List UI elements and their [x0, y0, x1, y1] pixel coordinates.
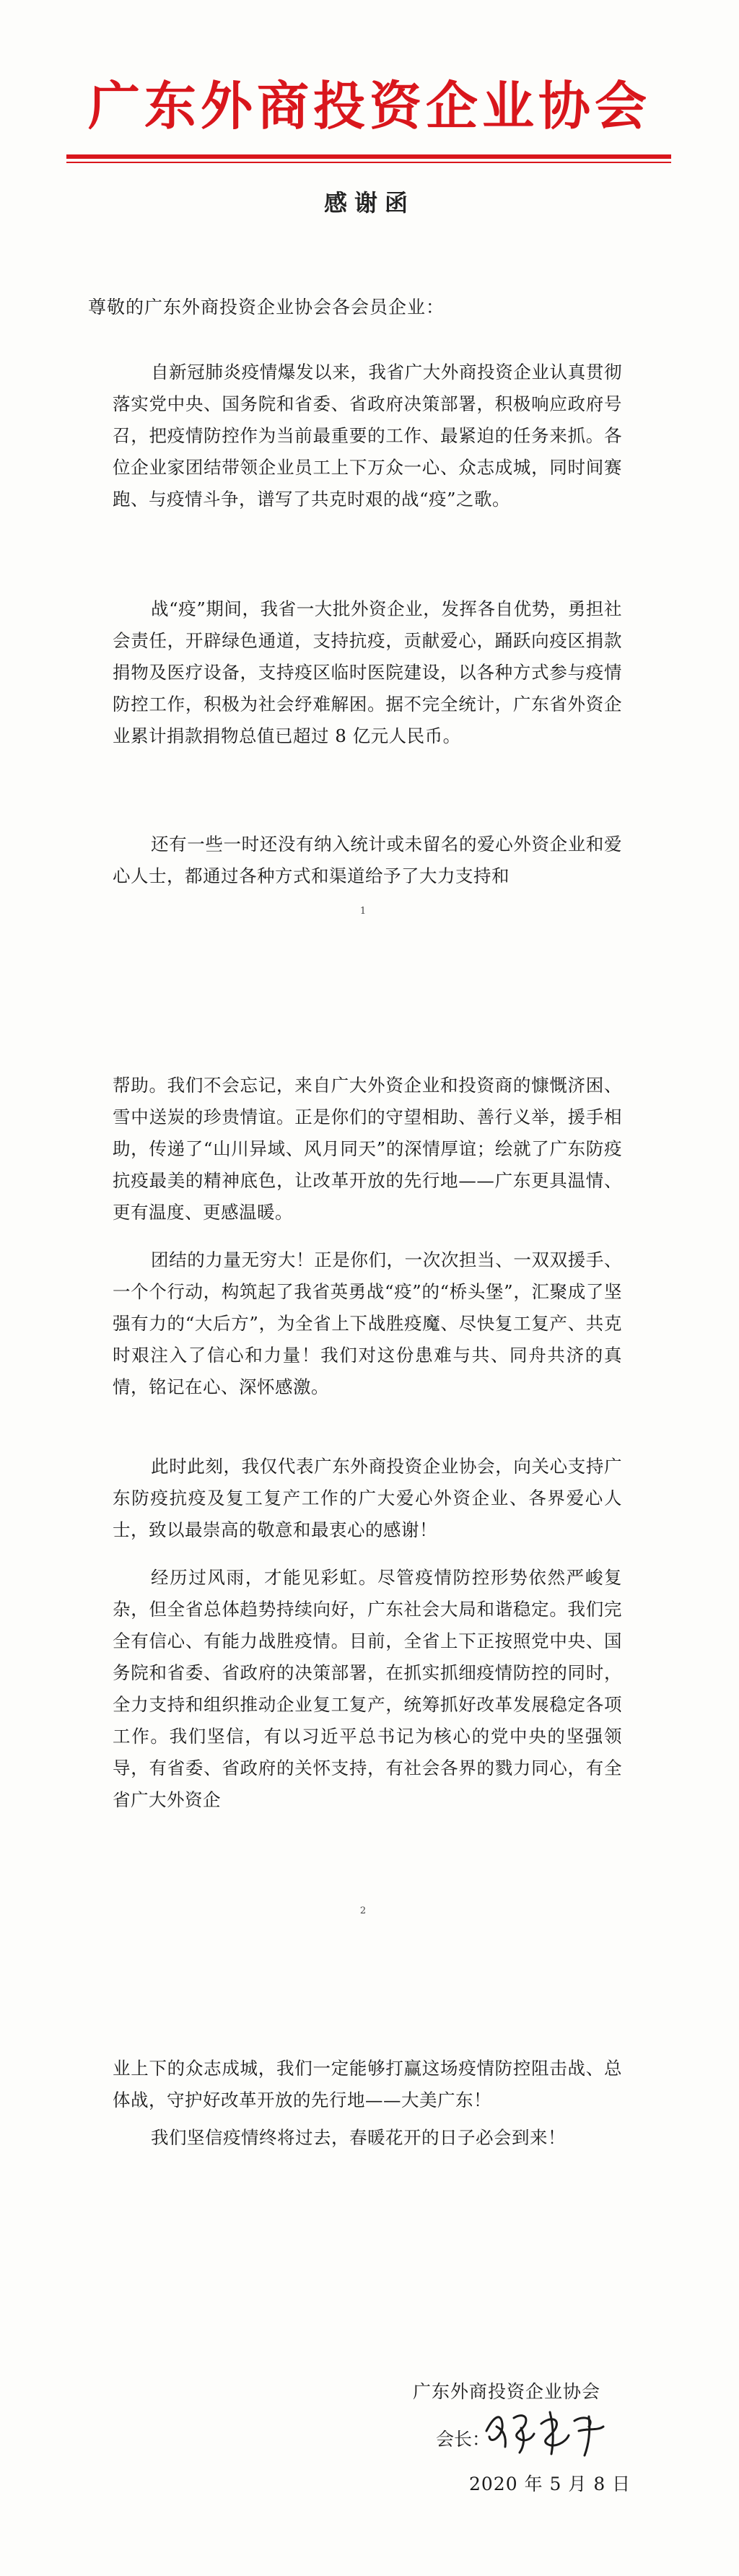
document-title: 感谢函 [323, 189, 415, 217]
signature-role: 会长： [436, 2429, 491, 2450]
letterhead-rule-thick [66, 154, 671, 159]
paragraph-5: 团结的力量无穷大！正是你们，一次次担当、一双双援手、一个个行动，构筑起了我省英勇战“疫”的“桥头堡”，汇聚成了坚强有力的“大后方”，为全省上下战胜疫魔、尽快复工复产、共克时艰注入了信心和力量！我们对这份患难与共、同舟共济的真情，铭记在心、深怀感激。 [113, 1249, 622, 1397]
paragraph-6: 此时此刻，我仅代表广东外商投资企业协会，向关心支持广东防疫抗疫及复工复产工作的广大爱心外资企业、各界爱心人士，致以最崇高的敬意和最衷心的感谢！ [113, 1456, 622, 1540]
page-number-1: 1 [359, 906, 367, 917]
paragraph-4: 帮助。我们不会忘记，来自广大外资企业和投资商的慷慨济困、雪中送炭的珍贵情谊。正是你们的守望相助、善行义举，援手相助，传递了“山川异域、风月同天”的深情厚谊；绘就了广东防疫抗疫最美的精神底色，让改革开放的先行地——广东更具温情、更有温度、更感温暖。 [113, 1075, 622, 1223]
handwritten-signature [481, 2402, 611, 2458]
signature-date: 2020 年 5 月 8 日 [469, 2474, 631, 2494]
signature-organization: 广东外商投资企业协会 [413, 2381, 601, 2402]
paragraph-1: 自新冠肺炎疫情爆发以来，我省广大外商投资企业认真贯彻落实党中央、国务院和省委、省政府决策部署，积极响应政府号召，把疫情防控作为当前最重要的工作、最紧迫的任务来抓。各位企业家团结带领企业员工上下万众一心、众志成城，同时间赛跑、与疫情斗争，谱写了共克时艰的战“疫”之歌。 [113, 362, 622, 510]
letterhead-rule-thin [66, 162, 671, 163]
paragraph-7: 经历过风雨，才能见彩虹。尽管疫情防控形势依然严峻复杂，但全省总体趋势持续向好，广东社会大局和谐稳定。我们完全有信心、有能力战胜疫情。目前，全省上下正按照党中央、国务院和省委、省政府的决策部署，在抓实抓细疫情防控的同时，全力支持和组织推动企业复工复产，统筹抓好改革发展稳定各项工作。我们坚信，有以习近平总书记为核心的党中央的坚强领导，有省委、省政府的关怀支持，有社会各界的戮力同心，有全省广大外资企 [113, 1567, 622, 1810]
paragraph-3: 还有一些一时还没有纳入统计或未留名的爱心外资企业和爱心人士，都通过各种方式和渠道给予了大力支持和 [113, 834, 622, 886]
paragraph-8: 业上下的众志成城，我们一定能够打赢这场疫情防控阻击战、总体战，守护好改革开放的先行地——大美广东！ [113, 2058, 622, 2110]
page-number-2: 2 [359, 1905, 367, 1916]
paragraph-9: 我们坚信疫情终将过去，春暖花开的日子必会到来！ [151, 2127, 566, 2148]
paragraph-2: 战“疫”期间，我省一大批外资企业，发挥各自优势，勇担社会责任，开辟绿色通道，支持抗疫，贡献爱心，踊跃向疫区捐款捐物及医疗设备，支持疫区临时医院建设，以各种方式参与疫情防控工作，积极为社会纾难解困。据不完全统计，广东省外资企业累计捐款捐物总值已超过 8 亿元人民币。 [113, 598, 622, 746]
letterhead-title: 广东外商投资企业协会 [87, 76, 651, 136]
salutation: 尊敬的广东外商投资企业协会各会员企业： [88, 297, 445, 318]
